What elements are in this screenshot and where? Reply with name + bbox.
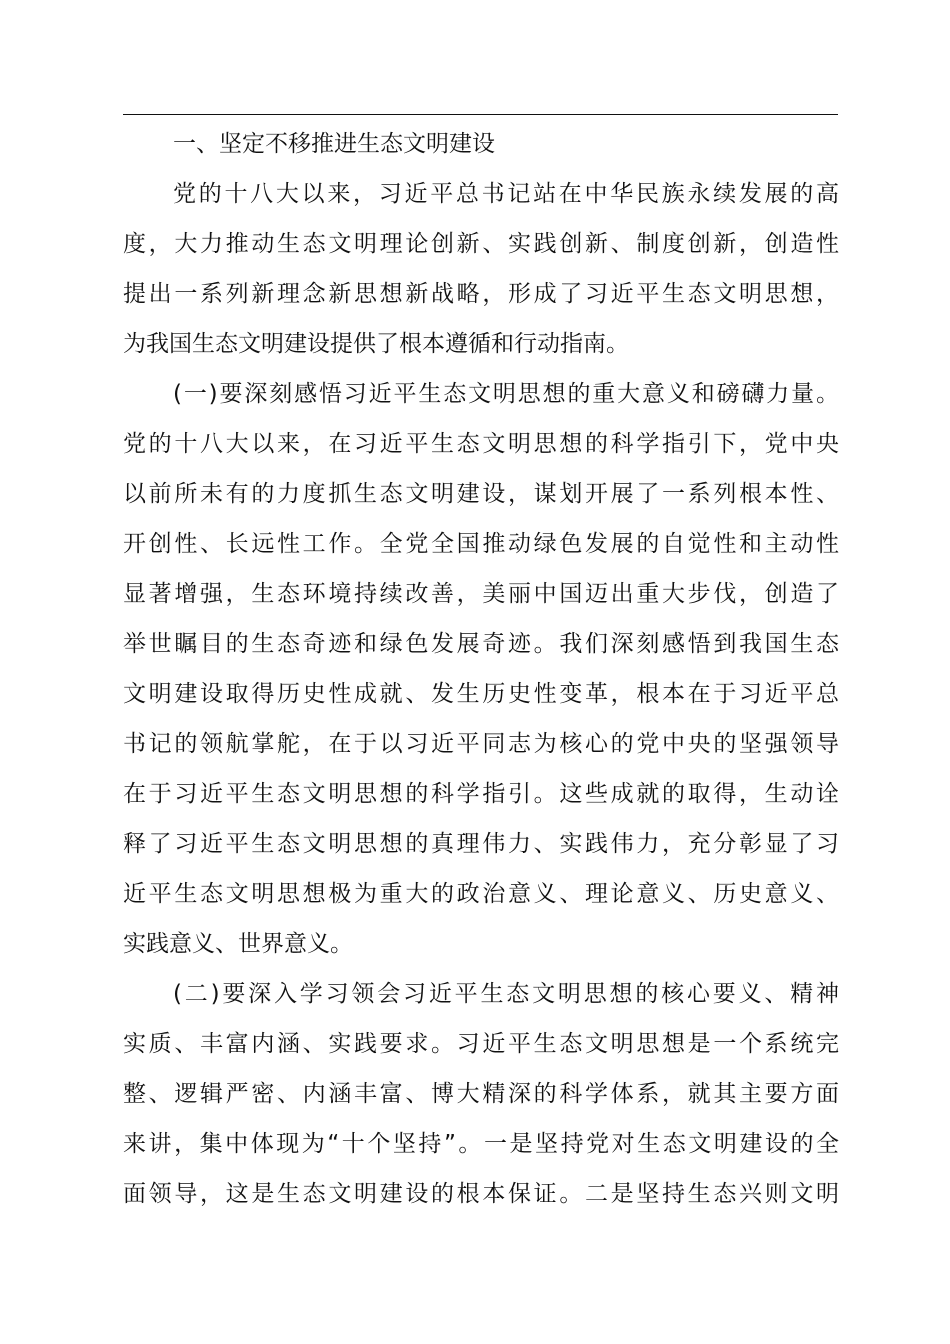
paragraph-line: 党的十八大以来，习近平总书记站在中华民族永续发展的高 [173, 181, 839, 207]
subsection-heading-line: (一)要深刻感悟习近平生态文明思想的重大意义和磅礴力量。 [173, 381, 839, 407]
paragraph-line: 近平生态文明思想极为重大的政治意义、理论意义、历史意义、 [123, 881, 839, 907]
paragraph-line: 显著增强，生态环境持续改善，美丽中国迈出重大步伐，创造了 [123, 581, 839, 607]
paragraph-line: 书记的领航掌舵，在于以习近平同志为核心的党中央的坚强领导 [123, 731, 839, 757]
paragraph-line: 度，大力推动生态文明理论创新、实践创新、制度创新，创造性 [123, 231, 839, 257]
section-heading: 一、坚定不移推进生态文明建设 [173, 131, 495, 157]
paragraph-line: 以前所未有的力度抓生态文明建设，谋划开展了一系列根本性、 [123, 481, 839, 507]
paragraph-line: 实践意义、世界意义。 [123, 931, 353, 957]
paragraph-line: 实质、丰富内涵、实践要求。习近平生态文明思想是一个系统完 [123, 1031, 839, 1057]
paragraph-line: 党的十八大以来，在习近平生态文明思想的科学指引下，党中央 [123, 431, 839, 457]
paragraph-line: 面领导，这是生态文明建设的根本保证。二是坚持生态兴则文明 [123, 1181, 839, 1207]
paragraph-line: 提出一系列新理念新思想新战略，形成了习近平生态文明思想， [123, 281, 839, 307]
paragraph-line: 开创性、长远性工作。全党全国推动绿色发展的自觉性和主动性 [123, 531, 839, 557]
paragraph-line: 整、逻辑严密、内涵丰富、博大精深的科学体系，就其主要方面 [123, 1081, 839, 1107]
paragraph-line: 在于习近平生态文明思想的科学指引。这些成就的取得，生动诠 [123, 781, 839, 807]
paragraph-line: 举世瞩目的生态奇迹和绿色发展奇迹。我们深刻感悟到我国生态 [123, 631, 839, 657]
subsection-heading-line: (二)要深入学习领会习近平生态文明思想的核心要义、精神 [173, 981, 839, 1007]
paragraph-line: 来讲，集中体现为“十个坚持”。一是坚持党对生态文明建设的全 [123, 1131, 839, 1157]
header-divider [123, 114, 838, 115]
paragraph-line: 为我国生态文明建设提供了根本遵循和行动指南。 [123, 331, 629, 357]
paragraph-line: 释了习近平生态文明思想的真理伟力、实践伟力，充分彰显了习 [123, 831, 839, 857]
paragraph-line: 文明建设取得历史性成就、发生历史性变革，根本在于习近平总 [123, 681, 839, 707]
